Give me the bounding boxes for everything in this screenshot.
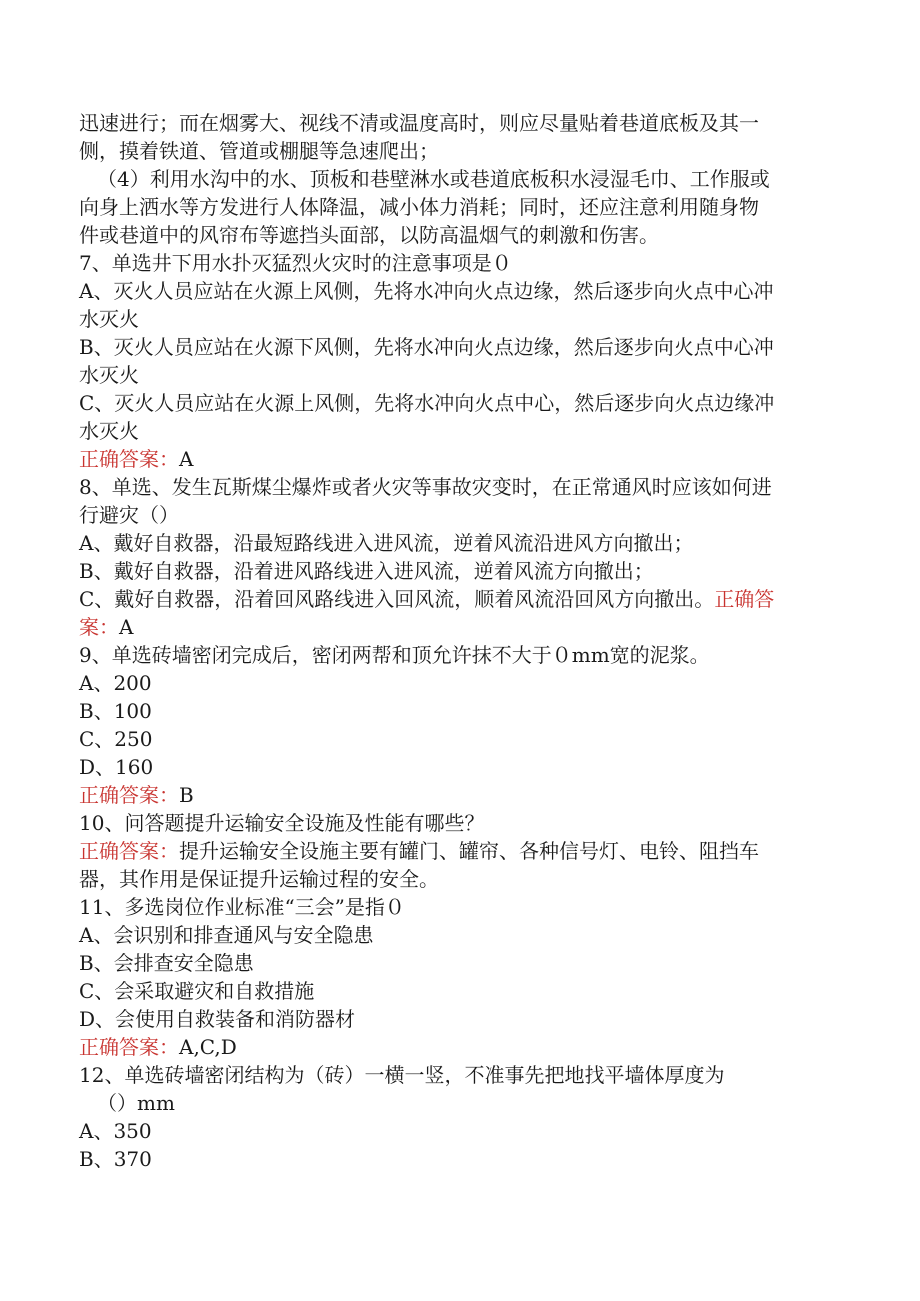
q8-answer xyxy=(79,613,829,641)
q7-option-a-2: 水灭火 xyxy=(79,307,139,331)
q12-option-b: B、370 xyxy=(79,1147,152,1171)
q11-option-a: A、会识别和排查通风与安全隐患 xyxy=(79,923,374,947)
answer-value: A xyxy=(119,615,134,639)
q8-question-1: 8、单选、发生瓦斯煤尘爆炸或者火灾等事故灾变时，在正常通风时应该如何进 xyxy=(79,475,772,499)
q10-answer-2: 器，其作用是保证提升运输过程的安全。 xyxy=(79,867,439,891)
answer-label: 正确答案： xyxy=(79,1035,179,1059)
answer-label: 案： xyxy=(79,615,119,639)
q7-option-b-2: 水灭火 xyxy=(79,363,139,387)
q11-option-d: D、会使用自救装备和消防器材 xyxy=(79,1007,356,1031)
q8-option-b: B、戴好自救器，沿着进风路线进入进风流，逆着风流方向撤出； xyxy=(79,559,654,583)
document-page xyxy=(79,109,829,1173)
q11-option-b: B、会排查安全隐患 xyxy=(79,951,254,975)
item4-line-3: 件或巷道中的风帘布等遮挡头面部，以防高温烟气的刺激和伤害。 xyxy=(79,223,659,247)
q8-option-c xyxy=(79,585,829,613)
answer-value: A xyxy=(179,447,194,471)
q10-question: 10、问答题提升运输安全设施及性能有哪些？ xyxy=(79,811,485,835)
answer-label: 正确答案： xyxy=(79,839,179,863)
q9-option-c: C、250 xyxy=(79,727,153,751)
q9-answer xyxy=(79,781,829,809)
answer-value: A,C,D xyxy=(179,1035,237,1059)
q11-question: 11、多选岗位作业标准“三会”是指０ xyxy=(79,895,405,919)
item4-line-2: 向身上洒水等方发进行人体降温，减小体力消耗；同时，还应注意利用随身物 xyxy=(79,195,759,219)
q7-question: 7、单选井下用水扑灭猛烈火灾时的注意事项是０ xyxy=(79,251,512,275)
q7-option-c-1: C、灭火人员应站在火源上风侧，先将水冲向火点中心，然后逐步向火点边缘冲 xyxy=(79,391,775,415)
q9-question: 9、单选砖墙密闭完成后，密闭两帮和顶允许抹不大于０mm宽的泥浆。 xyxy=(79,643,710,667)
intro-line-2: 侧，摸着铁道、管道或棚腿等急速爬出； xyxy=(79,139,439,163)
q11-option-c: C、会采取避灾和自救措施 xyxy=(79,979,315,1003)
answer-value: B xyxy=(179,783,194,807)
q8-option-a: A、戴好自救器，沿最短路线进入进风流，逆着风流沿进风方向撤出； xyxy=(79,531,694,555)
q7-option-b-1: B、灭火人员应站在火源下风侧，先将水冲向火点边缘，然后逐步向火点中心冲 xyxy=(79,335,774,359)
q11-answer xyxy=(79,1033,829,1061)
answer-label: 正确答 xyxy=(714,587,775,611)
item4-line-1: （4）利用水沟中的水、顶板和巷壁淋水或巷道底板积水浸湿毛巾、工作服或 xyxy=(97,167,770,191)
q12-option-a: A、350 xyxy=(79,1119,152,1143)
q7-answer xyxy=(79,445,829,473)
intro-line-1: 迅速进行；而在烟雾大、视线不清或温度高时，则应尽量贴着巷道底板及其一 xyxy=(79,111,759,135)
q7-option-c-2: 水灭火 xyxy=(79,419,139,443)
answer-label: 正确答案： xyxy=(79,447,179,471)
q10-answer-1 xyxy=(79,837,829,865)
q7-option-a-1: A、灭火人员应站在火源上风侧，先将水冲向火点边缘，然后逐步向火点中心冲 xyxy=(79,279,774,303)
q8-question-2: 行避灾（） xyxy=(79,503,179,527)
q9-option-d: D、160 xyxy=(79,755,154,779)
q12-question-1: 12、单选砖墙密闭结构为（砖）一横一竖，不准事先把地找平墙体厚度为 xyxy=(79,1063,725,1087)
q8-option-c-text: C、戴好自救器，沿着回风路线进入回风流，顺着风流沿回风方向撤出。 xyxy=(79,587,715,611)
answer-text: 提升运输安全设施主要有罐门、罐帘、各种信号灯、电铃、阻挡车 xyxy=(179,839,759,863)
q9-option-a: A、200 xyxy=(79,671,152,695)
answer-label: 正确答案： xyxy=(79,783,179,807)
q12-question-2: （）mm xyxy=(97,1091,175,1115)
q9-option-b: B、100 xyxy=(79,699,152,723)
